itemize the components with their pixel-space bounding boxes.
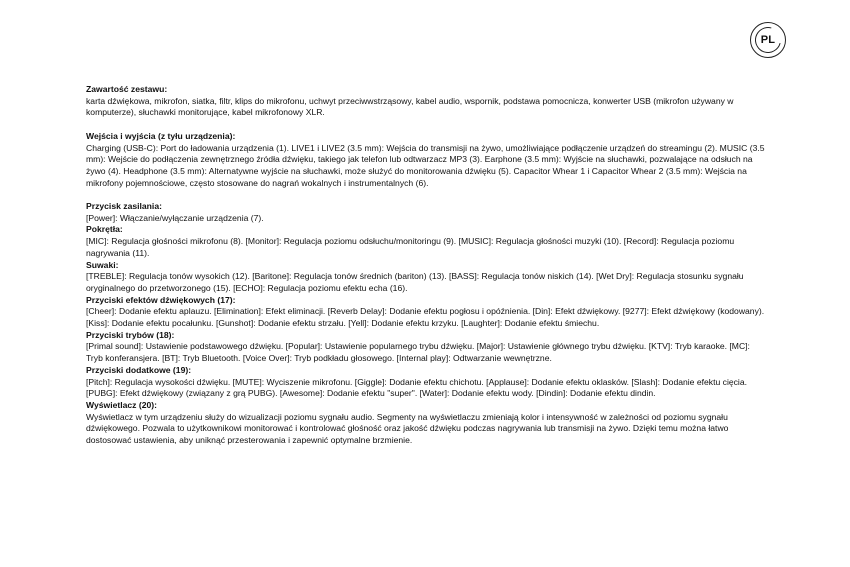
sliders-text: [TREBLE]: Regulacja tonów wysokich (12). [Baritone]: Regulacja tonów średnich (bariton) (13). [BASS]: Regulacja tonów niskich (14). [Wet Dry]: Regulacja stosunku sygnału oryginalnego do przetworzonego (15). [ECHO]: Regulacja poziomu efektu echa (16). (86, 271, 744, 293)
knobs-section (86, 224, 768, 259)
knobs-text: [MIC]: Regulacja głośności mikrofonu (8). [Monitor]: Regulacja poziomu odsłuchu/monitoringu (9). [MUSIC]: Regulacja głośności muzyki (10). [Record]: Regulacja poziomu nagrywania (11). (86, 236, 735, 258)
sliders-section (86, 260, 768, 295)
display-heading: Wyświetlacz (20): (86, 399, 158, 410)
io-text: Charging (USB-C): Port do ładowania urządzenia (1). LIVE1 i LIVE2 (3.5 mm): Wejścia do transmisji na żywo, umożliwiające podłączenie urządzeń do streamingu (2). MUSIC (3.5 mm): Wejście do podłączenia zewnętrznego źródła dźwięku, takiego jak telefon lub odtwarzacz MP3 (3). Earphone (3.5 mm): Wyjście na słuchawki, pozwalające na odsłuch na żywo (4). Headphone (3.5 mm): Alternatywne wyjście na słuchawki, może służyć do monitorowania dźwięku (5). Capacitor Whear 1 i Capacitor Whear 2 (3.5 mm): Wejścia na mikrofony pojemnościowe, często stosowane do nagrań wokalnych i instrumentalnych (6). (86, 142, 765, 188)
io-section (86, 131, 768, 190)
language-badge-label: PL (760, 34, 776, 46)
effects-heading: Przyciski efektów dźwiękowych (17): (86, 294, 236, 305)
power-heading: Przycisk zasilania: (86, 201, 162, 211)
document-body (86, 84, 768, 447)
display-text: Wyświetlacz w tym urządzeniu służy do wizualizacji poziomu sygnału audio. Segmenty na wyświetlaczu zmieniają kolor i intensywność w zależności od poziomu sygnału dźwiękowego. Pozwala to użytkownikowi monitorować i kontrolować głośność oraz jakość dźwięku podczas nagrywania lub transmisji na żywo. Dzięki temu można łatwo dostosować ustawienia, aby uniknąć przesterowania i zapewnić optymalne brzmienie. (86, 411, 729, 446)
extra-buttons-heading: Przyciski dodatkowe (19): (86, 364, 192, 375)
language-badge (750, 22, 786, 58)
effects-section (86, 295, 768, 330)
modes-text: [Primal sound]: Ustawienie podstawowego dźwięku. [Popular]: Ustawienie popularnego trybu dźwięku. [Major]: Ustawienie głównego trybu dźwięku. [KTV]: Tryb karaoke. [MC]: Tryb konferansjera. [BT]: Tryb Bluetooth. [Voice Over]: Tryb podkładu głosowego. [Internal play]: Odtwarzanie wewnętrzne. (86, 341, 750, 364)
contents-heading: Zawartość zestawu: (86, 84, 168, 94)
io-heading: Wejścia i wyjścia (z tyłu urządzenia): (86, 130, 236, 141)
extra-buttons-section (86, 365, 768, 400)
knobs-heading: Pokrętła: (86, 224, 123, 235)
extra-buttons-text: [Pitch]: Regulacja wysokości dźwięku. [MUTE]: Wyciszenie mikrofonu. [Giggle]: Dodanie efektu chichotu. [Applause]: Dodanie efektu oklasków. [Slash]: Dodanie efektu cięcia. [PUBG]: Efekt dźwiękowy (związany z grą PUBG). [Awesome]: Dodanie efektu "super". [Water]: Dodanie efektu wody. [Dindin]: Dodanie efektu dindin. (86, 376, 748, 399)
contents-section (86, 84, 768, 119)
spacer (86, 189, 768, 201)
effects-text: [Cheer]: Dodanie efektu aplauzu. [Elimination]: Efekt eliminacji. [Reverb Delay]: Dodanie efektu pogłosu i opóźnienia. [Din]: Efekt dźwiękowy. [9277]: Efekt dźwiękowy (kodowany). [Kiss]: Dodanie efektu pocałunku. [Gunshot]: Dodanie efektu strzału. [Yell]: Dodanie efektu krzyku. [Laughter]: Dodanie efektu śmiechu. (86, 306, 765, 329)
sliders-heading: Suwaki: (86, 259, 119, 270)
contents-text: karta dźwiękowa, mikrofon, siatka, filtr, klips do mikrofonu, uchwyt przeciwwstrząsowy, kabel audio, wspornik, podstawa pomocnicza, konwerter USB (mikrofon używany w komputerze), słuchawki monitorujące, kabel mikrofonowy XLR. (86, 95, 734, 118)
display-section (86, 400, 768, 447)
modes-section (86, 330, 768, 365)
power-section (86, 201, 768, 224)
spacer (86, 119, 768, 131)
modes-heading: Przyciski trybów (18): (86, 329, 175, 340)
power-text: [Power]: Włączanie/wyłączanie urządzenia (7). (86, 212, 264, 223)
